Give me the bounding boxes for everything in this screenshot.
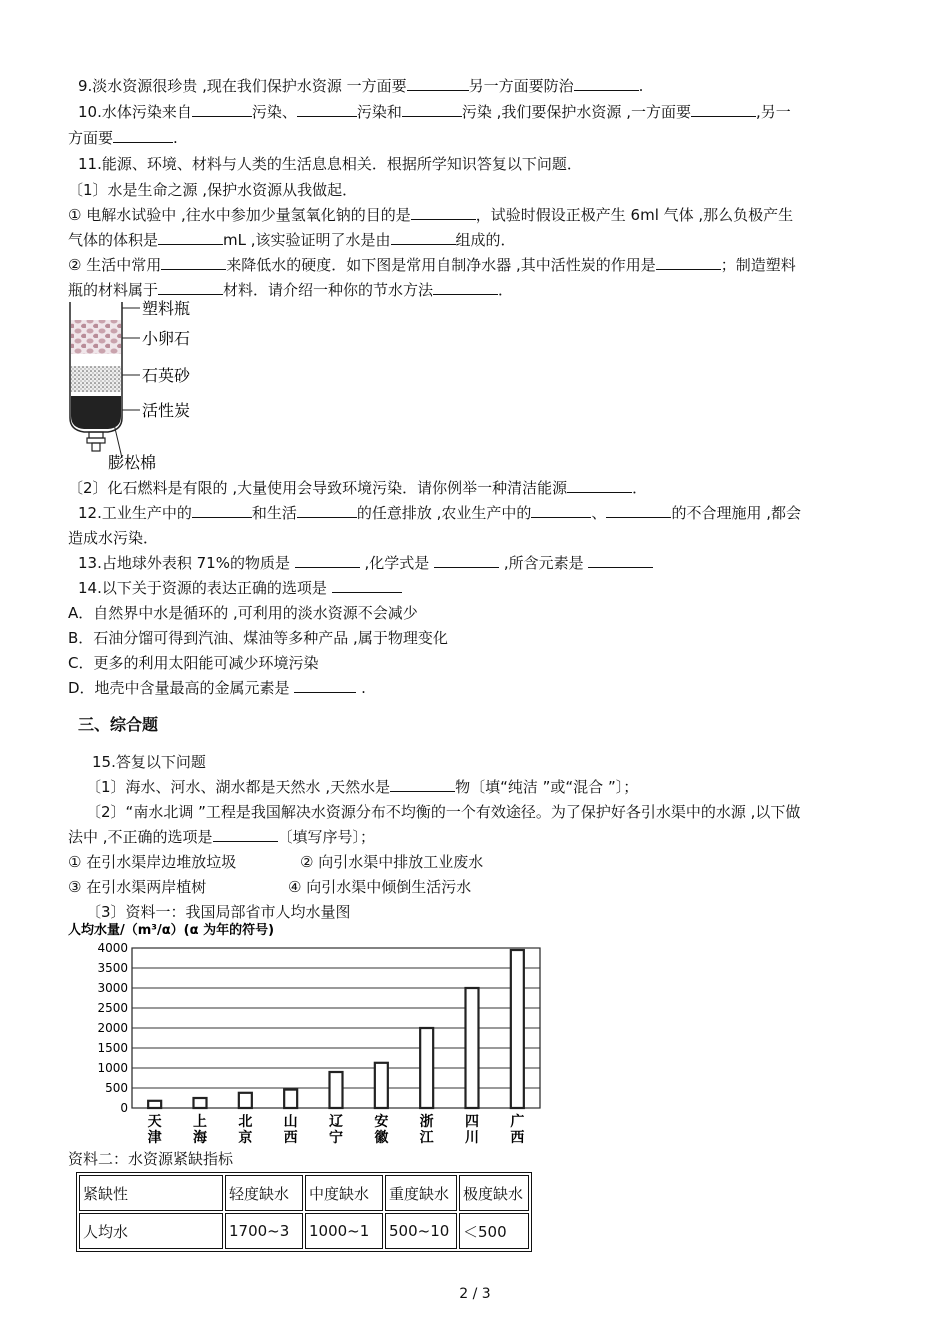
chart-bar: [194, 1098, 207, 1108]
q11-s1-line2: [68, 230, 516, 250]
chart-x-label: 京: [238, 1130, 253, 1146]
chart-y-tick-label: 3000: [97, 981, 128, 995]
chart-y-tick-label: 0: [120, 1101, 128, 1115]
q11-intro: 11.能源、环境、材料与人类的生活息息相关．根据所学知识答复以下问题．: [78, 155, 582, 173]
chart-bar: [284, 1090, 297, 1108]
q11-s2a: ② 生活中常用: [68, 256, 162, 274]
section-heading: 三、综合题: [78, 715, 159, 734]
water-filter-figure: [62, 298, 232, 470]
q11-s2c: ；制造塑料: [720, 256, 796, 274]
blank[interactable]: [606, 503, 671, 518]
table-cell: 500~10: [385, 1213, 457, 1249]
q15-option-1: ① 在引水渠岸边堆放垃圾: [68, 853, 237, 871]
table-header-cell: 重度缺水: [385, 1175, 457, 1211]
chart-x-label: 西: [283, 1130, 298, 1146]
blank[interactable]: [332, 578, 402, 593]
chart-bars: [148, 950, 524, 1108]
chart-x-label: 广: [510, 1114, 525, 1130]
blank[interactable]: [407, 76, 469, 91]
q11-s1e: 组成的．: [455, 231, 516, 249]
q11-s2-line1: [68, 255, 796, 275]
q14-option-d[interactable]: [68, 678, 366, 698]
blank[interactable]: [213, 827, 278, 842]
q9-line: [78, 76, 643, 96]
q13-a: 13.占地球外表积 71%的物质是: [78, 554, 290, 572]
chart-bar: [375, 1063, 388, 1108]
label-cotton: 膨松棉: [108, 453, 157, 470]
blank[interactable]: [161, 255, 226, 270]
chart-x-label: 四: [465, 1114, 479, 1130]
table-row: [79, 1213, 529, 1249]
page-number: 2 / 3: [459, 1286, 491, 1302]
q10-c: 污染和: [356, 103, 402, 121]
q11-s2f: ．: [498, 281, 514, 299]
q15-material2: 资料二：水资源紧缺指标: [68, 1150, 234, 1168]
q10-e: ,另一: [755, 103, 791, 121]
q12-a: 12.工业生产中的: [78, 504, 192, 522]
table-header-row: [79, 1175, 529, 1211]
q14-d-text: D．地壳中含量最高的金属元素是: [68, 679, 290, 697]
q11-s1a: ① 电解水试验中 ,往水中参加少量氢氧化钠的目的是: [68, 206, 411, 224]
table-cell: 人均水: [79, 1213, 223, 1249]
q12-e: 的不合理施用 ,都会: [671, 504, 801, 522]
chart-bar: [330, 1072, 343, 1108]
q14-option-a[interactable]: A．自然界中水是循环的 ,可利用的淡水资源不会减少: [68, 604, 418, 622]
chart-x-label: 浙: [419, 1114, 434, 1130]
blank[interactable]: [113, 128, 173, 143]
chart-title: 人均水量/（m³/α）(α 为年的符号): [68, 923, 275, 938]
chart-x-label: 北: [238, 1114, 253, 1130]
q10-line2: [68, 128, 178, 148]
blank[interactable]: [402, 102, 462, 117]
q11-s1-line1: [68, 205, 793, 225]
blank[interactable]: [158, 280, 223, 295]
chart-y-tick-label: 2000: [97, 1021, 128, 1035]
chart-bar: [148, 1101, 161, 1108]
blank[interactable]: [297, 102, 357, 117]
chart-bar: [466, 988, 479, 1108]
blank[interactable]: [297, 503, 357, 518]
q11-p2a: 〔2〕化石燃料是有限的 ,大量使用会导致环境污染．请你例举一种清洁能源: [68, 479, 568, 497]
water-per-capita-chart: [60, 920, 560, 1150]
blank[interactable]: [574, 76, 639, 91]
label-pebbles: 小卵石: [142, 329, 191, 348]
q14-option-c[interactable]: C．更多的利用太阳能可减少环境污染: [68, 654, 319, 672]
q10-f: 方面要: [68, 129, 114, 147]
q13-b: ,化学式是: [364, 554, 430, 572]
table-header-cell: 极度缺水: [459, 1175, 529, 1211]
blank[interactable]: [588, 553, 653, 568]
chart-x-label: 川: [465, 1130, 479, 1146]
table-cell: ＜500: [459, 1213, 529, 1249]
chart-x-label: 西: [510, 1130, 525, 1146]
chart-y-tick-label: 1500: [97, 1041, 128, 1055]
table-header-cell: 轻度缺水: [225, 1175, 303, 1211]
q15-part1: [86, 777, 638, 797]
q12-line2: 造成水污染．: [68, 529, 159, 547]
blank[interactable]: [192, 503, 252, 518]
q11-p2b: ．: [632, 479, 648, 497]
blank[interactable]: [433, 280, 498, 295]
label-quartz-sand: 石英砂: [142, 366, 191, 385]
q11-s2e: 材料．请介绍一种你的节水方法: [223, 281, 434, 299]
q13-c: ,所含元素是: [503, 554, 584, 572]
chart-x-label: 江: [419, 1130, 434, 1146]
q10-a: 10.水体污染来自: [78, 103, 192, 121]
q12-c: 的任意排放 ,农业生产中的: [356, 504, 532, 522]
q15-stem: 15.答复以下问题: [92, 753, 206, 771]
blank[interactable]: [391, 230, 456, 245]
blank[interactable]: [294, 678, 356, 693]
q12-line1: [78, 503, 801, 523]
blank[interactable]: [411, 205, 476, 220]
blank[interactable]: [567, 478, 632, 493]
q15-part2-line1: 〔2〕“南水北调 ”工程是我国解决水资源分布不均衡的一个有效途径。为了保护好各引水渠中的水源 ,以下做: [86, 803, 801, 821]
q11-s2b: 来降低水的硬度．如下图是常用自制净水器 ,其中活性炭的作用是: [226, 256, 656, 274]
q15-option-2: ② 向引水渠中排放工业废水: [300, 853, 484, 871]
chart-y-tick-label: 4000: [97, 941, 128, 955]
q14-d-end: .: [361, 679, 366, 697]
blank[interactable]: [192, 102, 252, 117]
chart-bar: [420, 1028, 433, 1108]
chart-x-label: 徽: [374, 1130, 389, 1146]
q15-p1b: 物〔填“纯洁 ”或“混合 ”〕；: [455, 778, 639, 796]
chart-bar: [511, 950, 524, 1108]
chart-x-label: 海: [193, 1130, 207, 1146]
table-header-cell: 中度缺水: [305, 1175, 383, 1211]
q10-g: .: [173, 129, 178, 147]
blank[interactable]: [691, 102, 756, 117]
q12-b: 和生活: [251, 504, 297, 522]
q13-line: [78, 553, 653, 573]
q10-line1: [78, 102, 791, 122]
blank[interactable]: [656, 255, 721, 270]
q10-b: 污染、: [251, 103, 297, 121]
chart-x-labels: [148, 1113, 525, 1146]
q15-p2b: 法中 ,不正确的选项是: [68, 828, 213, 846]
table-cell: 1000~1: [305, 1213, 383, 1249]
q11-s1c: 气体的体积是: [68, 231, 159, 249]
q15-option-3: ③ 在引水渠两岸植树: [68, 878, 207, 896]
blank[interactable]: [434, 553, 499, 568]
chart-x-label: 天: [147, 1114, 162, 1130]
blank[interactable]: [390, 777, 455, 792]
q9-text: 9.淡水资源很珍贵 ,现在我们保护水资源 一方面要: [78, 77, 407, 95]
q15-p1a: 〔1〕海水、河水、湖水都是天然水 ,天然水是: [86, 778, 391, 796]
q11-s2d: 瓶的材料属于: [68, 281, 159, 299]
chart-y-tick-label: 3500: [97, 961, 128, 975]
q9-mid: 另一方面要防治: [468, 77, 574, 95]
q9-end: .: [638, 77, 644, 95]
chart-y-tick-label: 2500: [97, 1001, 128, 1015]
chart-x-label: 宁: [329, 1130, 343, 1146]
q14-stem-text: 14.以下关于资源的表达正确的选项是: [78, 579, 327, 597]
q11-s1d: mL ,该实验证明了水是由: [223, 231, 391, 249]
q11-part1: 〔1〕水是生命之源 ,保护水资源从我做起．: [68, 181, 358, 199]
blank[interactable]: [295, 553, 360, 568]
chart-y-ticks: [97, 941, 128, 1115]
chart-x-label: 安: [374, 1114, 389, 1130]
q12-d: 、: [591, 504, 607, 522]
blank[interactable]: [158, 230, 223, 245]
q10-d: 污染 ,我们要保护水资源 ,一方面要: [461, 103, 691, 121]
chart-x-label: 上: [193, 1114, 207, 1130]
q14-option-b[interactable]: B．石油分馏可得到汽油、煤油等多种产品 ,属于物理变化: [68, 629, 448, 647]
q15-part2-line2: [68, 827, 375, 847]
chart-y-tick-label: 1000: [97, 1061, 128, 1075]
q15-option-4: ④ 向引水渠中倾倒生活污水: [288, 878, 472, 896]
chart-x-label: 山: [283, 1114, 298, 1130]
chart-x-label: 津: [147, 1130, 162, 1146]
table-header-cell: 紧缺性: [79, 1175, 223, 1211]
q11-part2: [68, 478, 647, 498]
blank[interactable]: [531, 503, 591, 518]
table-cell: 1700~3: [225, 1213, 303, 1249]
label-plastic-bottle: 塑料瓶: [142, 299, 191, 318]
label-activated-carbon: 活性炭: [142, 401, 191, 420]
water-shortage-table: [76, 1172, 532, 1252]
chart-bar: [239, 1093, 252, 1108]
q15-part3: 〔3〕资料一：我国局部省市人均水量图: [86, 903, 351, 921]
chart-y-tick-label: 500: [105, 1081, 128, 1095]
q11-s1b: ，试验时假设正极产生 6ml 气体 ,那么负极产生: [475, 206, 794, 224]
chart-x-label: 辽: [329, 1114, 343, 1130]
q14-stem: [78, 578, 402, 598]
q11-s2-line2: [68, 280, 513, 300]
q15-p2c: 〔填写序号〕；: [277, 828, 376, 846]
